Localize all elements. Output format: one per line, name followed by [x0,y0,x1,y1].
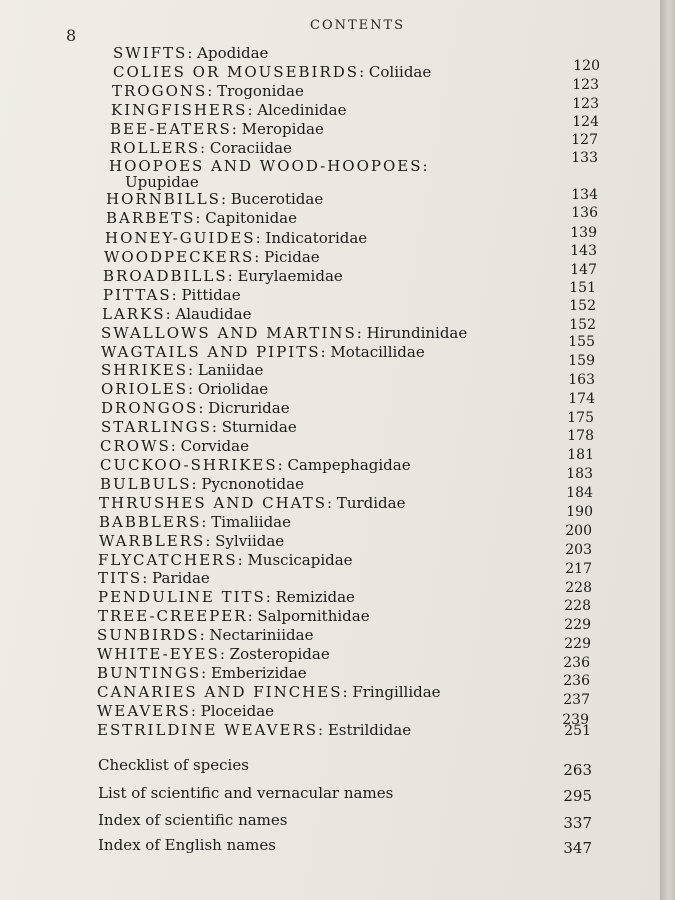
back-matter-page-number: 263 [563,761,592,779]
toc-entry-label [99,533,284,550]
toc-entry-label [112,83,304,100]
toc-entry-label [97,646,330,663]
toc-page-number: 251 [564,723,591,739]
bird-group-name: FLYCATCHERS [98,551,238,569]
toc-page-number: 239 [562,712,589,728]
family-name: Corvidae [180,437,249,455]
toc-page-number: 120 [573,58,600,74]
bird-group-name: TITS [98,569,143,587]
family-name: Turdidae [336,494,406,512]
toc-page-number: 175 [567,410,594,426]
toc-page-number: 134 [571,187,598,203]
toc-entry-label [100,438,249,455]
toc-page-number: 236 [563,655,590,671]
separator-colon: : [198,399,209,417]
bird-group-name: BUNTINGS [97,664,202,682]
bird-group-name: STARLINGS [101,418,212,436]
toc-page-number: 155 [568,334,595,350]
bird-group-name: CANARIES AND FINCHES [97,683,343,701]
toc-entry-label [111,102,346,119]
toc-page-number: 229 [564,636,591,652]
bird-group-name: CROWS [100,437,171,455]
toc-entry-label [101,419,297,436]
back-matter-page-number: 337 [563,814,592,832]
separator-colon: : [201,513,212,531]
separator-colon: : [171,286,182,304]
toc-entry-label [101,344,425,361]
toc-page-number: 200 [565,523,592,539]
bird-group-name: SWIFTS [113,44,188,62]
separator-colon: : [247,607,258,625]
toc-page-number: 136 [571,205,598,221]
bird-group-name: WHITE-EYES [97,645,220,663]
bird-group-name: COLIES OR MOUSEBIRDS [113,63,360,81]
separator-colon: : [356,324,367,342]
separator-colon: : [326,494,337,512]
separator-colon: : [201,664,211,682]
bird-group-name: DRONGOS [101,399,199,417]
toc-entry-label [97,703,274,720]
bird-group-name: CUCKOO-SHRIKES [100,456,278,474]
separator-colon: : [318,721,328,739]
family-name: Picidae [264,248,320,266]
toc-entry-label [97,627,313,644]
toc-entry-label [113,45,268,62]
bird-group-name: LARKS [102,305,166,323]
separator-colon: : [231,120,242,138]
toc-page-number: 203 [565,542,592,558]
toc-page-number: 124 [572,114,599,130]
bird-group-name: BROADBILLS [103,267,228,285]
toc-entry-label [103,287,241,304]
bird-group-name: ESTRILDINE WEAVERS [97,721,319,739]
toc-entry-label [103,268,343,285]
toc-page-number: 229 [564,617,591,633]
family-name: Sylviidae [215,532,285,550]
bird-group-name: PENDULINE TITS [98,588,266,606]
bird-group-name: SWALLOWS AND MARTINS [101,324,357,342]
bird-group-name: KINGFISHERS [111,101,248,119]
toc-entry-label [98,570,210,587]
separator-colon: : [320,343,331,361]
back-matter-page-number: 347 [563,839,592,857]
family-name: Fringillidae [352,683,441,701]
separator-colon: : [142,569,153,587]
toc-entry-label [110,140,292,157]
separator-colon: : [195,209,206,227]
separator-colon: : [265,588,276,606]
toc-entry-label [110,121,324,138]
family-name: Alcedinidae [257,101,347,119]
toc-page-number: 236 [563,673,590,689]
family-name: Bucerotidae [230,190,324,208]
bird-group-name: BABBLERS [99,513,202,531]
separator-colon: : [220,190,231,208]
toc-entry-label [101,381,268,398]
toc-page-number: 183 [566,466,593,482]
toc-entry-label [106,210,297,227]
family-name: Campephagidae [287,456,411,474]
bird-group-name: HONEY-GUIDES [105,229,256,247]
family-name: Sturnidae [221,418,297,436]
toc-page-number: 237 [563,692,590,708]
toc-entry-label [99,495,405,512]
family-name: Nectariniidae [209,626,314,644]
toc-entry-label [100,457,411,474]
separator-colon: : [247,101,258,119]
family-name: Dicruridae [208,399,290,417]
separator-colon: : [199,626,210,644]
separator-colon: : [190,702,201,720]
toc-page-number: 127 [571,132,598,148]
bird-group-name: BARBETS [106,209,196,227]
separator-colon: : [191,475,202,493]
bird-group-name: WARBLERS [99,532,206,550]
toc-page-number: 147 [570,262,597,278]
bird-group-name: PITTAS [103,286,172,304]
family-name: Motacillidae [330,343,425,361]
family-name: Meropidae [241,120,324,138]
family-name: Indicatoridae [265,229,368,247]
separator-colon: : [219,645,230,663]
toc-page-number: 139 [570,225,597,241]
toc-entry-label [100,476,304,493]
toc-entry-label [98,552,353,569]
separator-colon: : [211,418,222,436]
bird-group-name: TREE-CREEPER [98,607,248,625]
toc-entry-label [97,665,307,682]
toc-entry-label [98,608,370,625]
toc-page-number: 228 [564,598,591,614]
bird-group-name: THRUSHES AND CHATS [99,494,327,512]
toc-entry-label [97,684,441,701]
bird-group-name: WAGTAILS AND PIPITS [101,343,321,361]
toc-page-number: 152 [569,298,596,314]
toc-page-number: 181 [567,447,594,463]
family-name: Estrildidae [327,721,412,739]
bird-group-name: SHRIKES [101,361,189,379]
separator-colon: : [187,44,198,62]
bird-group-name: ROLLERS [110,139,201,157]
toc-entry-label [105,230,367,247]
family-name: Emberizidae [210,664,307,682]
separator-colon: : [277,456,288,474]
separator-colon: : [205,532,216,550]
family-name: Laniidae [197,361,264,379]
toc-page-number: 151 [569,280,596,296]
family-name: Capitonidae [205,209,297,227]
family-name: Alaudidae [175,305,252,323]
family-name: Oriolidae [197,380,269,398]
toc-page-number: 152 [569,317,596,333]
separator-colon: : [227,267,238,285]
bird-group-name: BULBULS [100,475,192,493]
bird-group-name: WOODPECKERS [104,248,255,266]
toc-entry-label [104,249,320,266]
toc-page-number: 123 [572,96,599,112]
entry-continuation: Upupidae [125,173,199,191]
family-name: Pittidae [181,286,241,304]
toc-entry-label [99,514,291,531]
separator-colon: : [165,305,176,323]
family-name: Eurylaemidae [237,267,343,285]
toc-page-number: 217 [565,561,592,577]
separator-colon: : [342,683,353,701]
page-number: 8 [66,26,77,45]
separator-colon: : [237,551,248,569]
toc-page-number: 159 [568,353,595,369]
toc-page-number: 174 [568,391,595,407]
back-matter-label: Checklist of species [98,756,249,774]
family-name: Hirundinidae [366,324,468,342]
toc-page-number: 163 [568,372,595,388]
toc-page-number: 133 [571,150,598,166]
separator-colon: : [170,437,181,455]
toc-entry-label [101,325,467,342]
bird-group-name: BEE-EATERS [110,120,232,138]
bird-group-name: WEAVERS [97,702,191,720]
back-matter-page-number: 295 [563,787,592,805]
family-name: Apodidae [197,44,269,62]
back-matter-label: Index of English names [98,836,276,854]
bird-group-name: HOOPOES AND WOOD-HOOPOES [109,157,423,175]
toc-page-number: 184 [566,485,593,501]
separator-colon: : [422,157,428,175]
toc-page-number: 143 [570,243,597,259]
family-name: Remizidae [275,588,355,606]
separator-colon: : [188,380,198,398]
toc-entry-label [97,722,411,739]
back-matter-label: Index of scientific names [98,811,288,829]
toc-entry-label [98,589,355,606]
family-name: Salpornithidae [257,607,370,625]
bird-group-name: SUNBIRDS [97,626,200,644]
toc-entry-label [102,306,251,323]
family-name: Timaliidae [211,513,292,531]
family-name: Ploceidae [200,702,275,720]
family-name: Coraciidae [209,139,292,157]
family-name: Coliidae [368,63,432,81]
toc-entry-label [101,362,263,379]
bird-group-name: HORNBILLS [106,190,221,208]
separator-colon: : [359,63,369,81]
page-edge [660,0,675,900]
bird-group-name: ORIOLES [101,380,189,398]
separator-colon: : [255,229,266,247]
family-name: Zosteropidae [229,645,330,663]
separator-colon: : [254,248,265,266]
toc-page-number: 178 [567,428,594,444]
bird-group-name: TROGONS [112,82,208,100]
running-head: CONTENTS [310,18,406,33]
toc-entry-label [101,400,290,417]
separator-colon: : [188,361,198,379]
toc-entry-label [106,191,323,208]
family-name: Paridae [152,569,210,587]
toc-page-number: 190 [566,504,593,520]
family-name: Muscicapidae [247,551,353,569]
toc-entry-label [113,64,431,81]
separator-colon: : [200,139,210,157]
toc-page-number: 123 [572,77,599,93]
separator-colon: : [207,82,218,100]
family-name: Trogonidae [217,82,304,100]
toc-page-number: 228 [565,580,592,596]
family-name: Pycnonotidae [201,475,304,493]
back-matter-label: List of scientific and vernacular names [98,784,394,802]
